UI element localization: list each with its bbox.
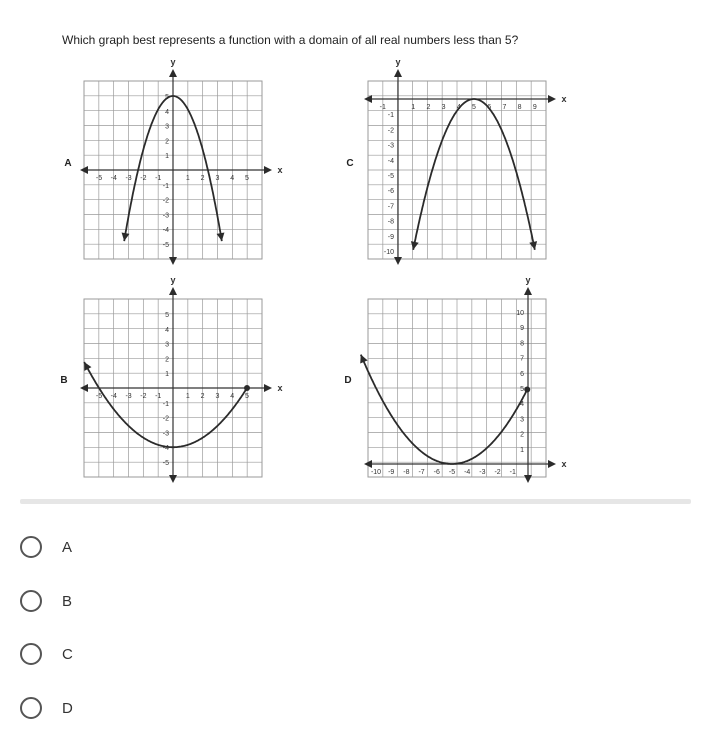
- graph-d-x-label: x: [561, 459, 567, 469]
- graph-b-y-arrow-bottom: [169, 475, 177, 483]
- graph-b: [60, 275, 282, 483]
- graph-b-x-tick: 5: [245, 393, 249, 400]
- graph-b-x-tick: -3: [125, 393, 132, 400]
- graph-b-y-tick: -3: [162, 430, 169, 438]
- graph-a-x-tick: -5: [95, 175, 103, 182]
- graph-c-y-tick: -10: [383, 249, 394, 256]
- graph-c-x-label: x: [561, 94, 567, 104]
- graph-c-x-tick: 5: [472, 104, 476, 111]
- option-b-label: B: [62, 592, 73, 610]
- graph-a-y-tick: -3: [162, 212, 169, 220]
- graph-b-x-tick: -5: [95, 393, 103, 400]
- graph-c-y-tick: -5: [387, 173, 394, 180]
- option-d-label: D: [62, 699, 73, 717]
- graph-a-x-tick: -2: [140, 175, 147, 182]
- graph-c-x-tick: 6: [487, 104, 492, 111]
- graph-b-x-tick: -2: [140, 393, 147, 400]
- graph-d-x-tick: -2: [494, 469, 501, 476]
- option-a-label: A: [62, 538, 73, 556]
- radio-d[interactable]: [20, 697, 42, 719]
- graph-d-y-arrow-top: [524, 287, 532, 295]
- graph-d-y-tick: 2: [520, 431, 524, 439]
- graph-d-x-tick: -8: [403, 469, 410, 476]
- graph-c-x-tick: 1: [411, 104, 416, 111]
- graph-a-y-tick: -5: [162, 242, 169, 249]
- graph-c-y-tick: -6: [387, 188, 394, 196]
- graph-b-letter: B: [60, 375, 68, 386]
- radio-a[interactable]: [20, 536, 42, 558]
- graph-c-y-arrow-bottom: [394, 257, 402, 265]
- graph-b-y-tick: 4: [165, 326, 169, 334]
- graph-d: [344, 275, 566, 483]
- graph-a-y-label: y: [170, 57, 176, 67]
- graph-c-y-tick: -1: [387, 112, 394, 120]
- graph-b-y-tick: 2: [165, 356, 169, 364]
- graph-a-y-tick: 1: [165, 153, 169, 161]
- graph-a-x-arrow-right: [264, 166, 272, 174]
- graph-b-y-tick: 1: [165, 371, 169, 379]
- graph-d-letter: D: [344, 375, 352, 386]
- graph-c-x-tick: -1: [379, 104, 386, 111]
- graph-c-x-tick: 4: [456, 104, 461, 111]
- graph-a-x-tick: 3: [215, 175, 220, 182]
- graph-c-curve-arrow-right: [529, 241, 537, 250]
- graph-b-x-tick: -1: [155, 393, 162, 400]
- divider: [20, 499, 691, 504]
- graph-a-y-tick: 5: [165, 94, 169, 101]
- graph-b-endpoint: [244, 385, 250, 391]
- graph-d-y-tick: 8: [520, 340, 524, 348]
- graph-d-y-tick: 5: [520, 386, 524, 393]
- graph-a-y-tick: 3: [165, 123, 169, 131]
- graph-c: [346, 57, 566, 265]
- question-text: Which graph best represents a function with a domain of all real numbers less than 5?: [62, 33, 519, 47]
- graph-c-y-tick: -2: [387, 127, 394, 135]
- graph-c-x-tick: 3: [441, 104, 446, 111]
- graph-a-x-tick: -4: [110, 175, 117, 182]
- option-c[interactable]: [20, 643, 73, 665]
- graph-c-y-arrow-top: [394, 69, 402, 77]
- graph-a-y-tick: -2: [162, 197, 169, 205]
- option-c-label: C: [62, 645, 73, 663]
- graph-d-y-tick: 1: [520, 446, 524, 454]
- graph-b-y-label: y: [170, 275, 176, 285]
- graph-d-x-tick: -10: [370, 469, 382, 476]
- graph-a-x-tick: 4: [230, 175, 235, 182]
- graph-c-letter: C: [346, 158, 354, 169]
- graph-a-x-tick: -1: [155, 175, 162, 182]
- radio-b[interactable]: [20, 590, 42, 612]
- graph-a-x-tick: 5: [245, 175, 249, 182]
- graph-a-y-arrow-bottom: [169, 257, 177, 265]
- graph-b-y-tick: -1: [162, 400, 169, 408]
- graph-b-x-tick: 4: [230, 393, 235, 400]
- graph-a-y-tick: 4: [165, 108, 169, 116]
- radio-c[interactable]: [20, 643, 42, 665]
- graph-d-y-label: y: [525, 275, 531, 285]
- graph-a-x-label: x: [277, 165, 283, 175]
- graph-c-x-tick: 7: [502, 104, 507, 111]
- graph-c-y-tick: -3: [387, 142, 394, 150]
- graph-a-letter: A: [64, 158, 72, 169]
- graph-c-x-tick: 2: [426, 104, 431, 111]
- graph-a-x-tick: 2: [200, 175, 205, 182]
- graph-a-y-arrow-top: [169, 69, 177, 77]
- graph-b-x-tick: -4: [110, 393, 117, 400]
- graph-d-x-tick: -7: [418, 469, 425, 476]
- option-d[interactable]: [20, 697, 73, 719]
- graph-a-x-tick: -3: [125, 175, 132, 182]
- graph-b-y-tick: -5: [162, 460, 169, 467]
- graph-d-x-tick: -3: [479, 469, 486, 476]
- graph-b-y-arrow-top: [169, 287, 177, 295]
- graph-c-y-tick: -4: [387, 157, 394, 165]
- graph-d-endpoint: [524, 387, 530, 393]
- graph-b-x-tick: 2: [200, 393, 205, 400]
- graph-d-y-tick: 6: [520, 370, 524, 378]
- graph-d-x-tick: -9: [388, 469, 395, 476]
- graph-d-y-tick: 4: [520, 401, 524, 409]
- graph-c-x-tick: 8: [517, 104, 522, 111]
- graph-d-y-tick: 9: [520, 325, 524, 333]
- graph-c-curve-arrow-left: [411, 241, 419, 250]
- graph-b-y-tick: -2: [162, 415, 169, 423]
- graph-b-x-arrow-right: [264, 384, 272, 392]
- graph-c-x-arrow-right: [548, 95, 556, 103]
- graph-d-x-tick: -6: [433, 469, 440, 476]
- graph-b-x-label: x: [277, 383, 283, 393]
- graph-c-y-label: y: [395, 57, 401, 67]
- graph-b-y-tick: 3: [165, 341, 169, 349]
- graph-d-x-tick: -1: [509, 469, 516, 476]
- graph-c-y-tick: -7: [387, 203, 394, 211]
- graph-c-x-tick: 9: [532, 104, 537, 111]
- graph-b-y-tick: -4: [162, 445, 169, 453]
- graph-b-x-tick: 1: [185, 393, 190, 400]
- graphs-svg: [50, 57, 570, 490]
- graph-c-y-tick: -8: [387, 218, 394, 226]
- graphs-figure: [50, 57, 570, 490]
- option-a[interactable]: [20, 536, 72, 558]
- graph-b-x-tick: 3: [215, 393, 220, 400]
- graph-a: [64, 57, 282, 265]
- graph-d-y-tick: 3: [520, 416, 524, 424]
- graph-a-y-tick: -1: [162, 182, 169, 190]
- graph-d-x-arrow-right: [548, 460, 556, 468]
- graph-c-y-tick: -9: [387, 233, 394, 241]
- graph-d-y-tick: 7: [520, 355, 524, 363]
- graph-a-x-tick: 1: [185, 175, 190, 182]
- graph-d-x-tick: -5: [448, 469, 456, 476]
- option-b[interactable]: [20, 590, 72, 612]
- graph-b-y-tick: 5: [165, 312, 169, 319]
- graph-d-x-tick: -4: [464, 469, 471, 476]
- graph-a-y-tick: -4: [162, 227, 169, 235]
- graph-a-y-tick: 2: [165, 138, 169, 146]
- graph-d-y-tick: 10: [516, 310, 524, 317]
- graph-d-y-arrow-bottom: [524, 475, 532, 483]
